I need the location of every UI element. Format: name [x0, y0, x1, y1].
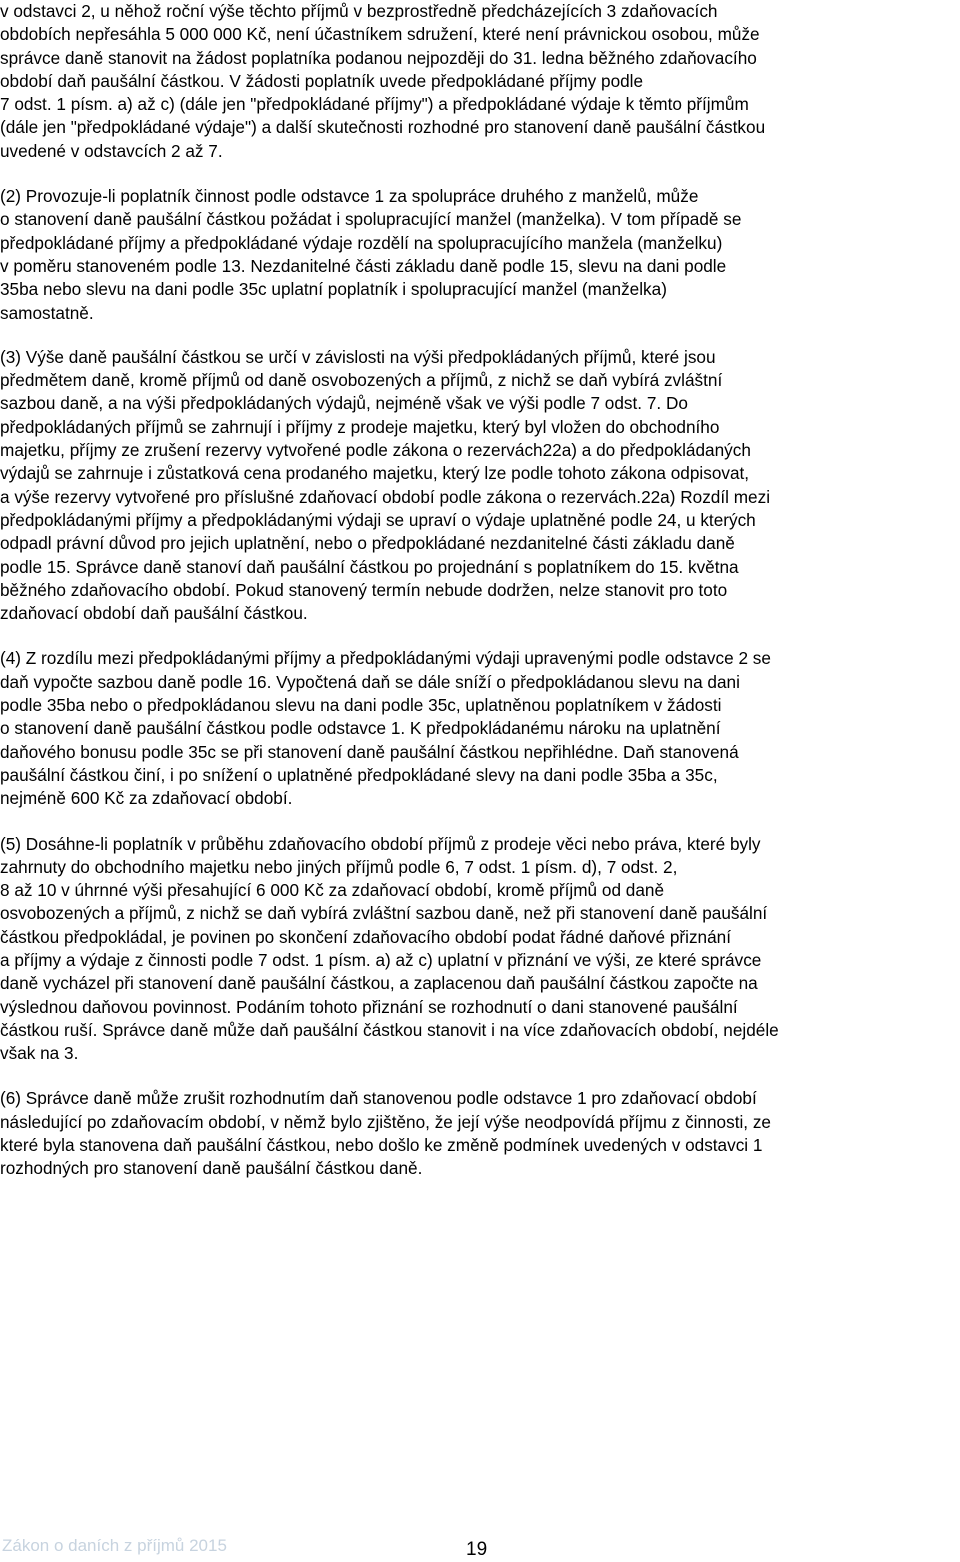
paragraph-3: (3) Výše daně paušální částkou se určí v závislosti na výši předpokládaných příjmů, které jsou předmětem daně, kromě příjmů od daně osvobozených a příjmů, z nichž se daň vybírá zvláštní sazbou daně, a na výši předpokládaných výdajů, nejméně však ve výši podle 7 odst. 7. Do předpokládaných příjmů se zahrnují i příjmy z prodeje majetku, který byl vložen do obchodního majetku, příjmy ze zrušení rezervy vytvořené podle zákona o rezervách22a) a do předpokládaných výdajů se zahrnuje i zůstatková cena prodaného majetku, který lze podle tohoto zákona odpisovat, a výše rezervy vytvořené pro příslušné zdaňovací období podle zákona o rezervách.22a) Rozdíl mezi předpokládanými příjmy a předpokládanými výdaji se upraví o výdaje uplatněné podle 24, u kterých odpadl právní důvod pro jejich uplatnění, nebo o předpokládané nezdanitelné části základu daně podle 15. Správce daně stanoví daň paušální částkou po projednání s poplatníkem do 15. května běžného zdaňovacího období. Pokud stanovený termín nebude dodržen, nelze stanovit pro toto zdaňovací období daň paušální částkou. — [0, 346, 771, 624]
paragraph-5: (5) Dosáhne-li poplatník v průběhu zdaňovacího období příjmů z prodeje věci nebo práva, které byly zahrnuty do obchodního majetku nebo jiných příjmů podle 6, 7 odst. 1 písm. d), 7 odst. 2, 8 až 10 v úhrnné výši přesahující 6 000 Kč za zdaňovací období, kromě příjmů od daně osvobozených a příjmů, z nichž se daň vybírá zvláštní sazbou daně, než při stanovení daně paušální částkou předpokládal, je povinen po skončení zdaňovacího období podat řádné daňové přiznání a příjmy a výdaje z činnosti podle 7 odst. 1 písm. a) až c) uplatní v přiznání ve výši, ze které správce daně vycházel při stanovení daně paušální částkou, a zaplacenou daň paušální částkou započte na výslednou daňovou povinnost. Podáním tohoto přiznání se rozhodnutí o dani stanovené paušální částkou ruší. Správce daně může daň paušální částkou stanovit i na více zdaňovacích období, nejdéle však na 3. — [0, 833, 779, 1064]
paragraph-1-continued: v odstavci 2, u něhož roční výše těchto příjmů v bezprostředně předcházejících 3 zdaňovacích obdobích nepřesáhla 5 000 000 Kč, není účastníkem sdružení, které není právnickou osobou, může správce daně stanovit na žádost poplatníka podanou nejpozději do 31. ledna běžného zdaňovacího období daň paušální částkou. V žádosti poplatník uvede předpokládané příjmy podle 7 odst. 1 písm. a) až c) (dále jen "předpokládané příjmy") a předpokládané výdaje k těmto příjmům (dále jen "předpokládané výdaje") a další skutečnosti rozhodné pro stanovení daně paušální částkou uvedené v odstavcích 2 až 7. — [0, 1, 766, 161]
paragraph-2: (2) Provozuje-li poplatník činnost podle odstavce 1 za spolupráce druhého z manželů, může o stanovení daně paušální částkou požádat i spolupracující manžel (manželka). V tom případě se předpokládané příjmy a předpokládané výdaje rozdělí na spolupracujícího manžela (manželku) v poměru stanoveném podle 13. Nezdanitelné části základu daně podle 15, slevu na dani podle 35ba nebo slevu na dani podle 35c uplatní poplatník i spolupracující manžel (manželka) samostatně. — [0, 186, 742, 323]
paragraph-4: (4) Z rozdílu mezi předpokládanými příjmy a předpokládanými výdaji upravenými podle odstavce 2 se daň vypočte sazbou daně podle 16. Vypočtená daň se dále sníží o předpokládanou slevu na dani podle 35ba nebo o předpokládanou slevu na dani podle 35c, uplatněnou poplatníkem v žádosti o stanovení daně paušální částkou podle odstavce 1. K předpokládanému nároku na uplatnění daňového bonusu podle 35c se při stanovení daně paušální částkou nepřihlédne. Daň stanovená paušální částkou činí, i po snížení o uplatněné předpokládané slevy na dani podle 35ba a 35c, nejméně 600 Kč za zdaňovací období. — [0, 648, 771, 809]
page-number: 19 — [466, 1539, 488, 1560]
paragraph-6: (6) Správce daně může zrušit rozhodnutím daň stanovenou podle odstavce 1 pro zdaňovací období následující po zdaňovacím období, v němž bylo zjištěno, že její výše neodpovídá příjmu z činnosti, ze které byla stanovena daň paušální částkou, nebo došlo ke změně podmínek uvedených v odstavci 1 rozhodných pro stanovení daně paušální částkou daně. — [0, 1088, 771, 1179]
footer-document-title: Zákon o daních z příjmů 2015 — [2, 1536, 227, 1555]
